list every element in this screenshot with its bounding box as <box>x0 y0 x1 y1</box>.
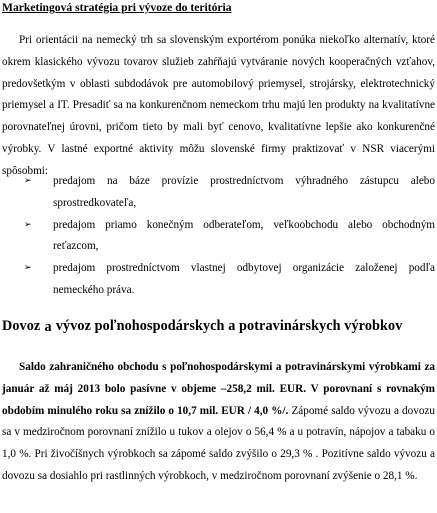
saldo-text: medziročnom porovnaní znížilo u tukov <box>19 426 207 439</box>
list-item-text: predajom prostredníctvom vlastnej odbytovej organizácie založenej podľa nemeckého práva. <box>53 262 435 296</box>
saldo-text: o <box>168 404 174 417</box>
saldo-text: potravinárskymi výrobkami za január až máj 2013 bolo pasívne <box>2 361 435 395</box>
saldo-text: a <box>206 426 212 439</box>
saldo-text: 56,4 % <box>251 426 290 439</box>
saldo-text: dovozu sa <box>2 404 435 439</box>
saldo-text: a <box>289 426 295 439</box>
heading-text: a <box>228 318 236 334</box>
saldo-text: 29,3 % . Pozitívne saldo vývozu <box>277 448 431 461</box>
saldo-text: V <box>310 382 319 395</box>
heading-text: vývoz poľnohospodárskych <box>52 318 229 334</box>
saldo-text: olejov <box>211 426 246 439</box>
list-item-text: predajom priamo konečným odberateľom, veľkoobchodu alebo obchodným reťazcom, <box>53 218 435 253</box>
saldo-text: 1,0 %. Pri živočíšnych výrobkoch sa zápomé saldo zvýšilo <box>2 448 272 461</box>
saldo-text: porovnaní <box>318 382 377 395</box>
saldo-text: v <box>211 469 218 482</box>
heading-text: potravinárskych výrobkov <box>235 318 403 334</box>
saldo-text: medziročnom porovnaní zvýšenie <box>217 469 375 482</box>
intro-text: Pri orientácii na nemecký trh sa slovenským exportérom ponúka niekoľko alternatív, ktoré okrem klasického vývozu tovarov služieb zahŕňajú vytváranie nových kooperačných vzťahov, predovšetkým v oblasti subdodávok pre automobilový priemysel, strojársky, elektrotechnický priemysel a IT. Presadiť sa na konkurenčnom nemeckom trhu majú len produkty na kvalitatívne porovnateľnej úrovni, pričom tieto by mali byť cenovo, kvalitatívne lepšie ako konkurenčné výrobky. V lastné exportné aktivity môžu slovenské firmy praktizovať v NSR viacerými spôsobmi: <box>2 34 435 177</box>
list-item <box>0 171 437 215</box>
arrow-bullet-icon: ➢ <box>24 219 32 230</box>
saldo-text: Saldo zahraničného obchodu <box>19 361 163 373</box>
section-title: Marketingová stratégia pri vývoze do teritória <box>2 1 232 14</box>
saldo-text: a <box>275 361 282 373</box>
saldo-text: 28,1 %. <box>380 469 418 482</box>
saldo-text: s <box>376 382 382 395</box>
export-methods-list <box>0 171 437 302</box>
arrow-bullet-icon: ➢ <box>24 263 32 274</box>
heading-text <box>44 317 51 337</box>
intro-paragraph <box>2 30 435 183</box>
saldo-text: 10,7 mil. EUR / 4,0 %/. <box>173 404 289 417</box>
arrow-bullet-icon: ➢ <box>24 176 32 186</box>
list-item <box>0 215 437 259</box>
saldo-text: rovnakým obdobím minulého roku sa znížilo <box>2 382 435 417</box>
section-heading <box>2 316 402 337</box>
saldo-text: dovozu sa dosiahlo pri rastlinných výrobkoch, <box>2 469 212 482</box>
saldo-text: objeme –258,2 mil. EUR. <box>176 382 311 395</box>
saldo-text: o <box>271 448 278 461</box>
list-item <box>0 258 437 302</box>
list-item-text: predajom na báze provízie prostredníctvom výhradného zástupcu alebo sprostredkovateľa, <box>53 175 435 209</box>
saldo-text: a <box>393 404 399 417</box>
saldo-text: o <box>374 469 381 482</box>
saldo-text: s <box>162 361 167 373</box>
saldo-paragraph <box>2 357 435 488</box>
saldo-text: v <box>170 382 177 395</box>
saldo-text: a <box>388 426 394 439</box>
saldo-text: a <box>430 448 435 461</box>
heading-text: Dovoz <box>2 318 44 334</box>
saldo-text: v <box>14 426 20 439</box>
saldo-text: o <box>245 426 252 439</box>
saldo-text: tabaku <box>393 426 430 439</box>
saldo-text: o <box>429 426 435 439</box>
saldo-text: u potravín, nápojov <box>294 426 389 439</box>
saldo-text: poľnohospodárskymi <box>166 361 276 373</box>
heading-text: a <box>44 319 52 335</box>
saldo-text: Zápomé saldo vývozu <box>288 404 394 417</box>
